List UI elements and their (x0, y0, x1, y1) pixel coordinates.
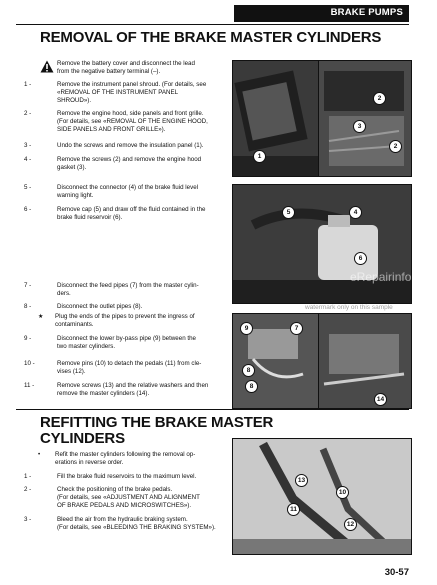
text-line: Disconnect the connector (4) of the brake fluid level (57, 184, 199, 191)
text-line: Remove the screws (2) and remove the engine hood (57, 156, 202, 163)
callout-2b: 2 (389, 140, 402, 153)
sample-watermark: watermark only on this sample (305, 304, 393, 311)
reservoir-illustration (233, 185, 411, 303)
callout-6: 6 (354, 252, 367, 265)
step-number: 4 - (24, 156, 32, 163)
text-line: SHROUD»). (57, 97, 92, 104)
callout-3: 3 (353, 120, 366, 133)
text-line: remove the master cylinders (14). (57, 390, 150, 397)
photo-master-cylinder-mount (318, 313, 412, 409)
text-line: (For details, see «BLEEDING THE BRAKING SYSTEM»). (57, 524, 216, 531)
callout-8b: 8 (245, 380, 258, 393)
section-header (234, 5, 409, 22)
text-line: Plug the ends of the pipes to prevent the ingress of (55, 313, 195, 320)
callout-10: 10 (336, 486, 349, 499)
text-line: Refit the master cylinders following the removal op- (55, 451, 196, 458)
warning-icon (40, 60, 54, 73)
text-line: ders. (57, 290, 71, 297)
title-line: REFITTING THE BRAKE MASTER (40, 414, 274, 431)
step-number: 3 - (24, 516, 32, 523)
text-line: two master cylinders. (57, 343, 116, 350)
engine-bay-illustration (233, 61, 319, 176)
text-line: Undo the screws and remove the insulation panel (1). (57, 142, 204, 149)
bullet-icon: • (38, 451, 41, 458)
brand-watermark: eRepairinfo.com (350, 270, 437, 284)
text-line: «REMOVAL OF THE INSTRUMENT PANEL (57, 89, 179, 96)
step-number: 1 - (24, 473, 32, 480)
text-line: from the negative battery terminal (–). (57, 68, 161, 75)
callout-8: 8 (242, 364, 255, 377)
text-line: Remove screws (13) and the relative washers and then (57, 382, 209, 389)
text-line: warning light. (57, 192, 94, 199)
text-line: Disconnect the lower by-pass pipe (9) between the (57, 335, 196, 342)
callout-2: 2 (373, 92, 386, 105)
text-line: Disconnect the outlet pipes (8). (57, 303, 143, 310)
callout-11: 11 (287, 503, 300, 516)
photo-brake-fluid-reservoir (232, 184, 412, 304)
callout-4: 4 (349, 206, 362, 219)
text-line: Check the positioning of the brake pedals. (57, 486, 173, 493)
text-line: Bleed the air from the hydraulic braking system. (57, 516, 188, 523)
callout-13: 13 (295, 474, 308, 487)
text-line: Remove the engine hood, side panels and front grille. (57, 110, 204, 117)
step-number: 9 - (24, 335, 32, 342)
callout-14: 14 (374, 393, 387, 406)
engine-bay-detail (319, 61, 411, 176)
text-line: Remove pins (10) to detach the pedals (11) from cle- (57, 360, 202, 367)
step-number: 11 - (24, 382, 35, 389)
text-line: Disconnect the feed pipes (7) from the master cylin- (57, 282, 199, 289)
text-line: gasket (3). (57, 164, 87, 171)
text-line: SIDE PANELS AND FRONT GRILLE»). (57, 126, 166, 133)
step-number: 5 - (24, 184, 32, 191)
header-rule (16, 24, 409, 25)
callout-1: 1 (253, 150, 266, 163)
mount-illustration (319, 314, 411, 408)
text-line: Remove the battery cover and disconnect the lead (57, 60, 195, 67)
photo-engine-bay-right (318, 60, 412, 177)
callout-7: 7 (290, 322, 303, 335)
step-number: 2 - (24, 110, 32, 117)
removal-title: REMOVAL OF THE BRAKE MASTER CYLINDERS (40, 29, 382, 46)
text-line: Remove the instrument panel shroud. (For details, see (57, 81, 207, 88)
title-line: CYLINDERS (40, 430, 125, 447)
text-line: (For details, see «REMOVAL OF THE ENGINE HOOD, (57, 118, 208, 125)
step-number: 7 - (24, 282, 32, 289)
text-line: erations in reverse order. (55, 459, 124, 466)
text-line: brake fluid reservoir (6). (57, 214, 123, 221)
section-title: BRAKE PUMPS (330, 7, 403, 18)
step-number: 1 - (24, 81, 32, 88)
callout-12: 12 (344, 518, 357, 531)
star-icon: ★ (38, 313, 44, 320)
text-line: Remove cap (5) and draw off the fluid contained in the (57, 206, 206, 213)
page-number: 30-57 (384, 567, 409, 578)
step-number: 10 - (24, 360, 35, 367)
callout-5: 5 (282, 206, 295, 219)
step-number: 3 - (24, 142, 32, 149)
step-number: 6 - (24, 206, 32, 213)
pedals-illustration (233, 439, 411, 554)
callout-9: 9 (240, 322, 253, 335)
step-number: 2 - (24, 486, 32, 493)
text-line: Fill the brake fluid reservoirs to the maximum level. (57, 473, 197, 480)
photo-engine-bay-left (232, 60, 320, 177)
text-line: vises (12). (57, 368, 86, 375)
step-number: 8 - (24, 303, 32, 310)
text-line: (For details, see «ADJUSTMENT AND ALIGNMENT (57, 494, 200, 501)
text-line: OF BRAKE PEDALS AND MICROSWITCHES»). (57, 502, 192, 509)
text-line: contaminants. (55, 321, 94, 328)
photo-brake-pedals (232, 438, 412, 555)
